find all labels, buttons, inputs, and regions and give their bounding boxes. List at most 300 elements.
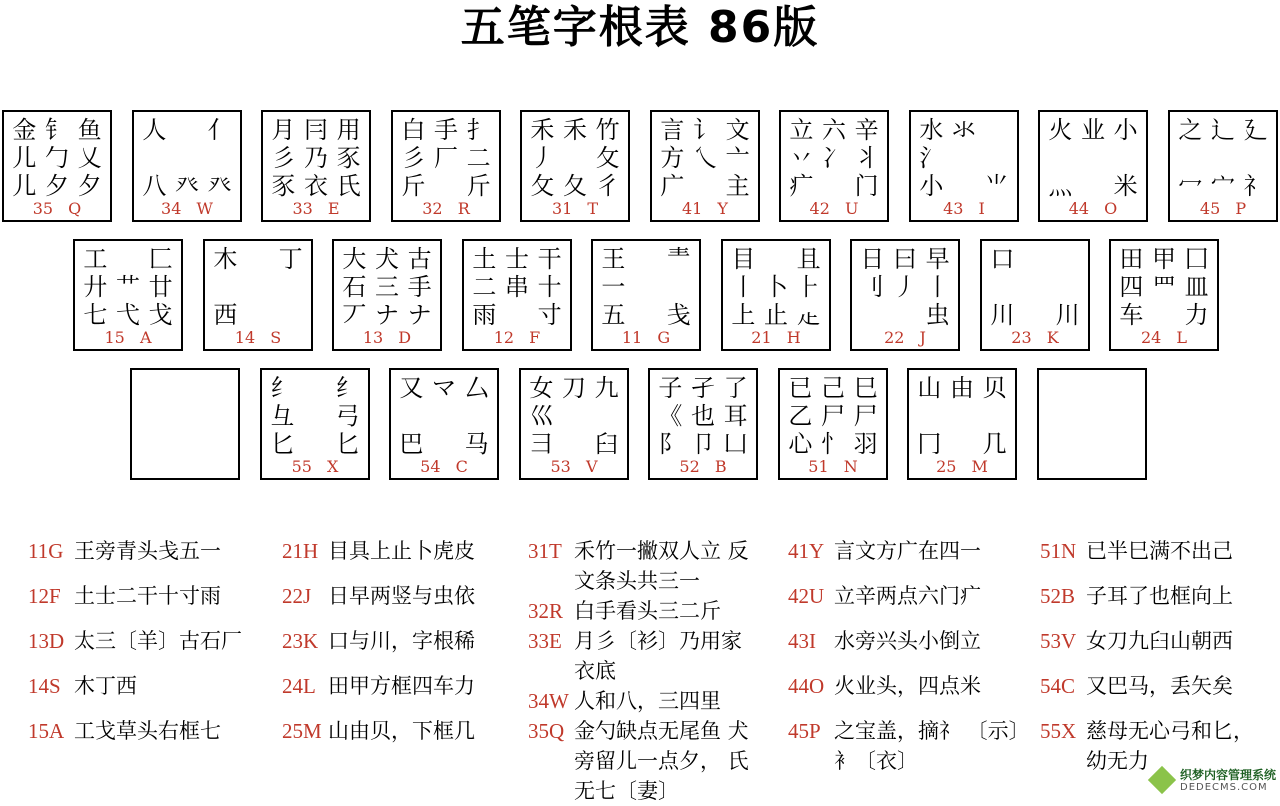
radical-grid	[1044, 116, 1142, 200]
radical: 礻	[1243, 172, 1268, 200]
radical: 手	[407, 273, 432, 301]
radical: 人	[142, 116, 167, 144]
key-c	[389, 368, 499, 480]
radical: 且	[796, 245, 821, 273]
key-code: 13 D	[362, 328, 412, 347]
mnemonic-column	[1040, 536, 1280, 791]
mnemonic-code: 24L	[282, 674, 316, 698]
radical: 甲	[1151, 245, 1176, 273]
radical: 廴	[1243, 116, 1268, 144]
radical: 儿	[12, 172, 37, 200]
key-o	[1038, 110, 1148, 222]
radical	[1239, 144, 1272, 172]
radical: 尸	[853, 402, 878, 430]
radical	[889, 301, 922, 329]
key-blank-2-0	[130, 368, 240, 480]
mnemonic-entry	[282, 626, 522, 656]
radical: 犬	[374, 245, 399, 273]
radical	[818, 172, 851, 200]
radical	[590, 402, 623, 430]
radical: ⺊	[796, 273, 821, 301]
key-code: 33 E	[292, 199, 340, 218]
radical	[274, 301, 307, 329]
mnemonic-entry	[528, 596, 768, 626]
radical	[559, 144, 592, 172]
mnemonic-code: 34W	[528, 689, 569, 713]
radical: 止	[763, 301, 788, 329]
radical	[1044, 144, 1077, 172]
radical	[299, 374, 332, 402]
radical: 氵	[919, 144, 944, 172]
radical: 纟	[335, 374, 360, 402]
radical: 弋	[115, 301, 140, 329]
radical: 白	[401, 116, 426, 144]
radical: 夕	[44, 172, 69, 200]
mnemonic-entry	[528, 716, 768, 806]
mnemonic-entry	[28, 581, 268, 611]
radical-grid	[784, 374, 882, 458]
key-f	[462, 239, 572, 351]
radical-grid	[138, 116, 236, 200]
radical: 车	[1119, 301, 1144, 329]
mnemonic-text: 月彡〔衫〕乃用家 衣底	[574, 629, 742, 683]
key-code: 51 N	[808, 457, 858, 476]
key-code: 53 V	[550, 457, 598, 476]
mnemonic-code: 14S	[28, 674, 61, 698]
radical: 已	[788, 374, 813, 402]
radical: 纟	[270, 374, 295, 402]
radical: 二	[466, 144, 491, 172]
radical	[1076, 430, 1109, 458]
radical-grid	[136, 374, 234, 458]
key-code: 35 Q	[32, 199, 82, 218]
key-y	[650, 110, 760, 222]
radical: 亻	[207, 116, 232, 144]
mnemonic-text: 日早两竖与虫依	[328, 584, 475, 608]
radical: 马	[464, 430, 489, 458]
radical: 小	[1113, 116, 1138, 144]
radical: 土	[472, 245, 497, 273]
radical	[1043, 374, 1076, 402]
radical-grid	[8, 116, 106, 200]
radical: 匕	[335, 430, 360, 458]
radical	[1076, 374, 1109, 402]
radical: 也	[690, 402, 715, 430]
radical	[242, 273, 275, 301]
mnemonic-text: 太三〔羊〕古石厂	[74, 629, 242, 653]
mnemonic-code: 55X	[1040, 719, 1077, 743]
radical: 丨	[731, 273, 756, 301]
mnemonic-text: 口与川，字根稀	[328, 629, 475, 653]
mnemonic-text: 王旁青头戋五一	[74, 539, 221, 563]
radical: 曰	[892, 245, 917, 273]
radical-grid	[597, 245, 695, 329]
mnemonic-text: 白手看头三二斤	[574, 599, 721, 623]
radical: 竹	[595, 116, 620, 144]
mnemonic-entry	[28, 716, 268, 746]
mnemonic-code: 13D	[28, 629, 65, 653]
radical	[1019, 301, 1052, 329]
radical	[136, 374, 169, 402]
radical: 九	[594, 374, 619, 402]
radical: 刀	[561, 374, 586, 402]
key-s	[203, 239, 313, 351]
radical: 几	[982, 430, 1007, 458]
key-code: 14 S	[234, 328, 282, 347]
radical	[169, 430, 202, 458]
mnemonic-entry	[788, 626, 1028, 656]
radical: 臼	[594, 430, 619, 458]
radical: 门	[854, 172, 879, 200]
mnemonic-code: 41Y	[788, 539, 825, 563]
radical: 乙	[788, 402, 813, 430]
radical: ナ	[407, 301, 432, 329]
radical	[1148, 301, 1181, 329]
radical: 攵	[595, 144, 620, 172]
mnemonic-code: 53V	[1040, 629, 1077, 653]
key-q	[2, 110, 112, 222]
radical	[501, 301, 534, 329]
radical	[201, 430, 234, 458]
radical-grid	[395, 374, 493, 458]
radical	[630, 273, 663, 301]
radical: 业	[1080, 116, 1105, 144]
radical	[395, 402, 428, 430]
mnemonic-entry	[282, 581, 522, 611]
radical: 豕	[336, 144, 361, 172]
radical: 方	[660, 144, 685, 172]
radical	[1108, 430, 1141, 458]
radical: 言	[660, 116, 685, 144]
radical	[948, 172, 981, 200]
key-g	[591, 239, 701, 351]
radical-grid	[785, 116, 883, 200]
radical: 彳	[595, 172, 620, 200]
radical: 士	[504, 245, 529, 273]
radical: 上	[731, 301, 756, 329]
mnemonic-code: 52B	[1040, 584, 1076, 608]
key-r	[391, 110, 501, 222]
key-w	[132, 110, 242, 222]
radical	[1019, 273, 1052, 301]
key-code: 22 J	[884, 328, 926, 347]
key-v	[519, 368, 629, 480]
radical: マ	[431, 374, 456, 402]
logo-icon	[1148, 766, 1176, 794]
radical: 乂	[77, 144, 102, 172]
radical: 勹	[44, 144, 69, 172]
mnemonic-entry	[1040, 536, 1280, 566]
key-code: 54 C	[420, 457, 468, 476]
radical: 丬	[854, 144, 879, 172]
radical: 匕	[270, 430, 295, 458]
radical: 冂	[917, 430, 942, 458]
radical: 目	[731, 245, 756, 273]
radical-grid	[468, 245, 566, 329]
radical: 用	[336, 116, 361, 144]
radical: 夂	[562, 172, 587, 200]
radical: 彐	[529, 430, 554, 458]
radical	[978, 402, 1011, 430]
radical: 又	[399, 374, 424, 402]
radical: 艹	[115, 273, 140, 301]
radical	[201, 374, 234, 402]
radical	[203, 144, 236, 172]
mnemonic-text: 禾竹一撇双人立 反文条头共三一	[574, 539, 749, 593]
logo	[1152, 766, 1277, 798]
radical: 由	[949, 374, 974, 402]
mnemonic-code: 51N	[1040, 539, 1077, 563]
radical-grid	[209, 245, 307, 329]
radical	[1108, 402, 1141, 430]
radical	[428, 430, 461, 458]
mnemonic-entry	[788, 716, 1028, 776]
radical: 火	[1048, 116, 1073, 144]
mnemonic-entry	[28, 671, 268, 701]
mnemonic-code: 22J	[282, 584, 312, 608]
radical-grid	[1043, 374, 1141, 458]
radical: 贝	[982, 374, 1007, 402]
radical-grid	[79, 245, 177, 329]
radical: 卩	[690, 430, 715, 458]
radical: 戋	[666, 301, 691, 329]
radical: ナ	[374, 301, 399, 329]
radical	[948, 144, 981, 172]
radical: 丆	[342, 301, 367, 329]
radical: 丨	[925, 273, 950, 301]
radical: 乃	[303, 144, 328, 172]
key-e	[261, 110, 371, 222]
key-code: 24 L	[1140, 328, 1188, 347]
key-b	[648, 368, 758, 480]
mnemonic-text: 子耳了也框向上	[1086, 584, 1233, 608]
radical	[209, 273, 242, 301]
radical	[662, 273, 695, 301]
key-m	[907, 368, 1017, 480]
radical: 子	[658, 374, 683, 402]
mnemonic-text: 工戈草头右框七	[74, 719, 221, 743]
radical: 米	[1113, 172, 1138, 200]
radical: 攵	[530, 172, 555, 200]
mnemonic-code: 33E	[528, 629, 562, 653]
radical: 山	[917, 374, 942, 402]
radical	[171, 144, 204, 172]
mnemonic-entry	[282, 671, 522, 701]
radical: 禾	[562, 116, 587, 144]
radical	[242, 301, 275, 329]
radical: 丿	[892, 273, 917, 301]
mnemonic-entry	[1040, 626, 1280, 656]
radical: 文	[725, 116, 750, 144]
key-blank-2-7	[1037, 368, 1147, 480]
radical: 氺	[951, 116, 976, 144]
mnemonic-text: 言文方广在四一	[834, 539, 981, 563]
key-code: 43 I	[943, 199, 985, 218]
radical	[1207, 144, 1240, 172]
key-code: 42 U	[809, 199, 859, 218]
radical: 癶	[174, 172, 199, 200]
key-code: 25 M	[936, 457, 988, 476]
key-j	[850, 239, 960, 351]
radical: 巳	[853, 374, 878, 402]
radical: 虫	[925, 301, 950, 329]
radical: 衣	[303, 172, 328, 200]
radical: 儿	[12, 144, 37, 172]
radical	[1051, 245, 1084, 273]
mnemonic-code: 35Q	[528, 719, 565, 743]
mnemonic-code: 54C	[1040, 674, 1076, 698]
radical: 匚	[148, 245, 173, 273]
radical: 寸	[537, 301, 562, 329]
radical	[1051, 273, 1084, 301]
page-title: 五笔字根表 86版	[460, 2, 820, 53]
radical: 龰	[796, 301, 821, 329]
mnemonic-entry	[1040, 581, 1280, 611]
radical	[1174, 144, 1207, 172]
key-code: 52 B	[679, 457, 727, 476]
radical: 彑	[270, 402, 295, 430]
mnemonic-code: 23K	[282, 629, 319, 653]
radical: 西	[213, 301, 238, 329]
radical: 孑	[690, 374, 715, 402]
radical: 三	[374, 273, 399, 301]
key-code: 21 H	[751, 328, 801, 347]
radical: 木	[213, 245, 238, 273]
radical: 囗	[1184, 245, 1209, 273]
mnemonic-code: 15A	[28, 719, 65, 743]
mnemonic-entry	[282, 716, 522, 746]
radical: 厂	[433, 144, 458, 172]
radical: 豕	[271, 172, 296, 200]
mnemonic-code: 21H	[282, 539, 319, 563]
radical: 工	[83, 245, 108, 273]
radical: 冫	[821, 144, 846, 172]
mnemonic-code: 44O	[788, 674, 825, 698]
radical	[242, 245, 275, 273]
radical: 彡	[271, 144, 296, 172]
radical	[558, 402, 591, 430]
radical: 讠	[692, 116, 717, 144]
radical: 疒	[789, 172, 814, 200]
radical: 癶	[207, 172, 232, 200]
radical: 廾	[83, 273, 108, 301]
radical	[980, 144, 1013, 172]
radical: 夕	[77, 172, 102, 200]
mnemonic-entry	[788, 671, 1028, 701]
radical: 日	[860, 245, 885, 273]
mnemonic-entry	[528, 536, 768, 596]
radical	[138, 144, 171, 172]
radical	[1077, 144, 1110, 172]
radical-grid	[1115, 245, 1213, 329]
mnemonic-code: 31T	[528, 539, 562, 563]
radical: 水	[919, 116, 944, 144]
mnemonic-code: 42U	[788, 584, 825, 608]
key-i	[909, 110, 1019, 222]
radical	[1043, 430, 1076, 458]
mnemonic-column	[282, 536, 522, 761]
radical: 巛	[529, 402, 554, 430]
radical: 冖	[1178, 172, 1203, 200]
mnemonic-text: 慈母无心弓和匕， 幼无力	[1086, 719, 1254, 773]
mnemonic-text: 已半巳满不出己	[1086, 539, 1233, 563]
radical: 小	[919, 172, 944, 200]
radical: 古	[407, 245, 432, 273]
radical: 心	[788, 430, 813, 458]
radical	[760, 245, 793, 273]
radical-grid	[913, 374, 1011, 458]
radical: 斤	[466, 172, 491, 200]
radical	[946, 430, 979, 458]
radical: 川	[1055, 301, 1080, 329]
mnemonic-text: 山由贝，下框几	[328, 719, 475, 743]
radical	[112, 245, 145, 273]
radical: 丿	[530, 144, 555, 172]
radical: 厶	[464, 374, 489, 402]
mnemonic-column	[528, 536, 768, 806]
radical: 氏	[336, 172, 361, 200]
radical: 四	[1119, 273, 1144, 301]
radical: 卜	[763, 273, 788, 301]
radical-grid	[656, 116, 754, 200]
radical	[986, 273, 1019, 301]
radical-grid	[856, 245, 954, 329]
radical	[1043, 402, 1076, 430]
radical	[169, 402, 202, 430]
radical: 龶	[666, 245, 691, 273]
radical: 田	[1119, 245, 1144, 273]
radical: 串	[504, 273, 529, 301]
radical: 七	[83, 301, 108, 329]
radical	[980, 116, 1013, 144]
radical-grid	[525, 374, 623, 458]
mnemonic-text: 又巴马，丢矢矣	[1086, 674, 1233, 698]
key-a	[73, 239, 183, 351]
mnemonic-text: 女刀九臼山朝西	[1086, 629, 1233, 653]
mnemonic-entry	[788, 581, 1028, 611]
mnemonic-entry	[282, 536, 522, 566]
radical: 大	[342, 245, 367, 273]
mnemonic-code: 11G	[28, 539, 64, 563]
radical: 手	[433, 116, 458, 144]
radical: 力	[1184, 301, 1209, 329]
key-code: 12 F	[493, 328, 541, 347]
radical	[430, 172, 463, 200]
radical	[171, 116, 204, 144]
radical: 主	[725, 172, 750, 200]
mnemonic-code: 12F	[28, 584, 61, 608]
key-code: 31 T	[551, 199, 599, 218]
mnemonic-text: 土士二干十寸雨	[74, 584, 221, 608]
radical: 鱼	[77, 116, 102, 144]
mnemonic-code: 43I	[788, 629, 816, 653]
radical: 扌	[466, 116, 491, 144]
key-t	[520, 110, 630, 222]
radical: 钅	[44, 116, 69, 144]
radical	[136, 430, 169, 458]
radical: 戈	[148, 301, 173, 329]
radical: 月	[271, 116, 296, 144]
mnemonic-text: 木丁西	[74, 674, 137, 698]
radical	[136, 402, 169, 430]
radical-grid	[727, 245, 825, 329]
radical: 雨	[472, 301, 497, 329]
radical: 之	[1178, 116, 1203, 144]
key-code: 44 O	[1068, 199, 1118, 218]
radical: 己	[820, 374, 845, 402]
mnemonic-entry	[28, 536, 268, 566]
radical	[689, 172, 722, 200]
